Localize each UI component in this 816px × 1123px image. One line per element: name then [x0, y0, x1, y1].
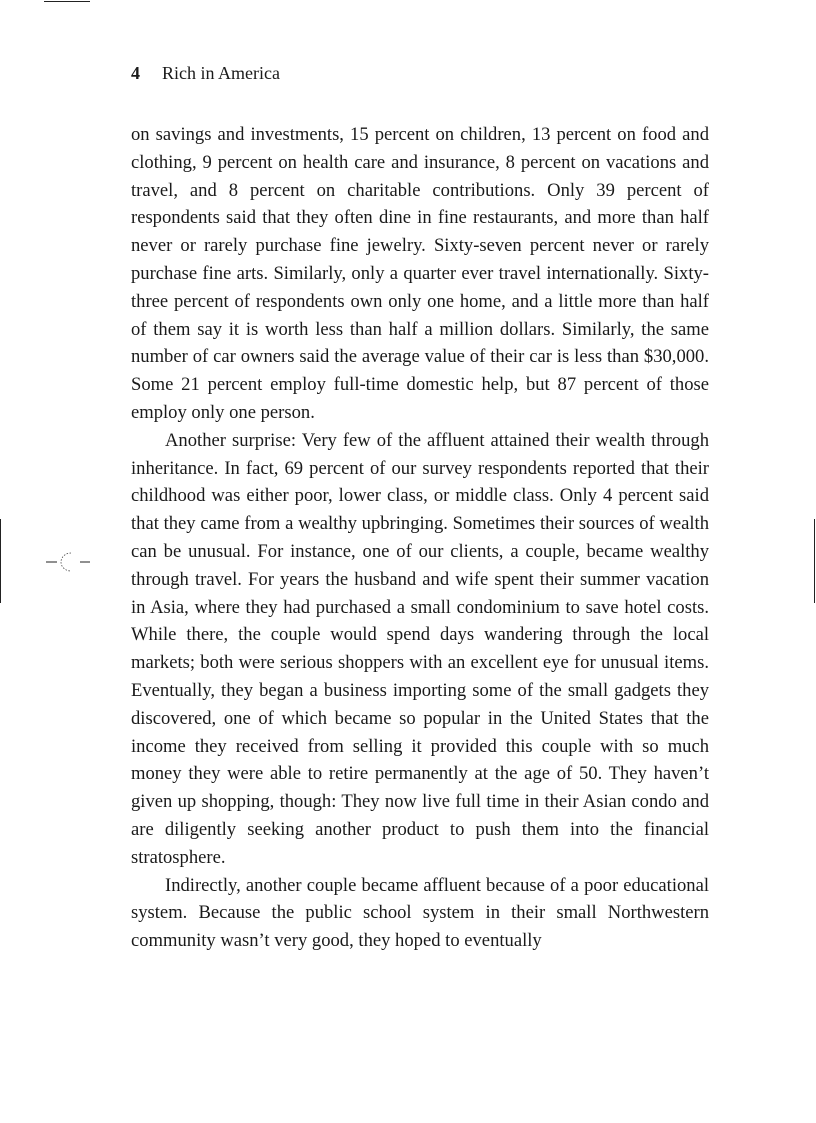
- paragraph-education: Indirectly, another couple became affluent because of a poor educational system. Because the public school system in their small Northwestern community wasn’t very good, they hoped to eventually: [131, 874, 709, 952]
- paragraph-continued: on savings and investments, 15 percent on children, 13 percent on food and clothing, 9 percent on health care and insurance, 8 percent on vacations and travel, and 8 percent on charitable contributions. Only 39 percent of respondents said that they often dine in fine restaurants, and more than half never or rarely purchase fine jewelry. Sixty-seven percent never or rarely purchase fine arts. Similarly, only a quarter ever travel internationally. Sixty-three percent of respondents own only one home, and a little more than half of them say it is worth less than half a million dollars. Similarly, the same number of car owners said the average value of their car is less than $30,000. Some 21 percent employ full-time domestic help, but 87 percent of those employ only one person.: [131, 124, 709, 423]
- paragraph-inheritance: Another surprise: Very few of the affluent attained their wealth through inheritance. In fact, 69 percent of our survey respondents reported that their childhood was either poor, lower class, or middle class. Only 4 percent said that they came from a wealthy upbringing. Sometimes their sources of wealth can be unusual. For instance, one of our clients, a couple, became wealthy through travel. For years the husband and wife spent their summer vacation in Asia, where they had purchased a small condominium to save hotel costs. While there, the couple would spend days wandering through the local markets; both were serious shoppers with an excellent eye for unusual items. Eventually, they began a business importing some of the small gadgets they discovered, one of which became so popular in the United States that the income they received from selling it provided this couple with so much money they were able to retire permanently at the age of 50. They haven’t given up shopping, though: They now live full time in their Asian condo and are diligently seeking another product to push them into the financial stratosphere.: [131, 429, 709, 868]
- crop-mark-right: [814, 519, 815, 603]
- book-title: Rich in America: [162, 63, 280, 83]
- page-number: 4: [131, 63, 140, 83]
- running-head: [131, 62, 280, 84]
- crop-mark-top: [44, 0, 90, 2]
- crop-mark-left: [0, 519, 1, 603]
- registration-mark-icon: [44, 548, 92, 576]
- body-text: [131, 121, 709, 955]
